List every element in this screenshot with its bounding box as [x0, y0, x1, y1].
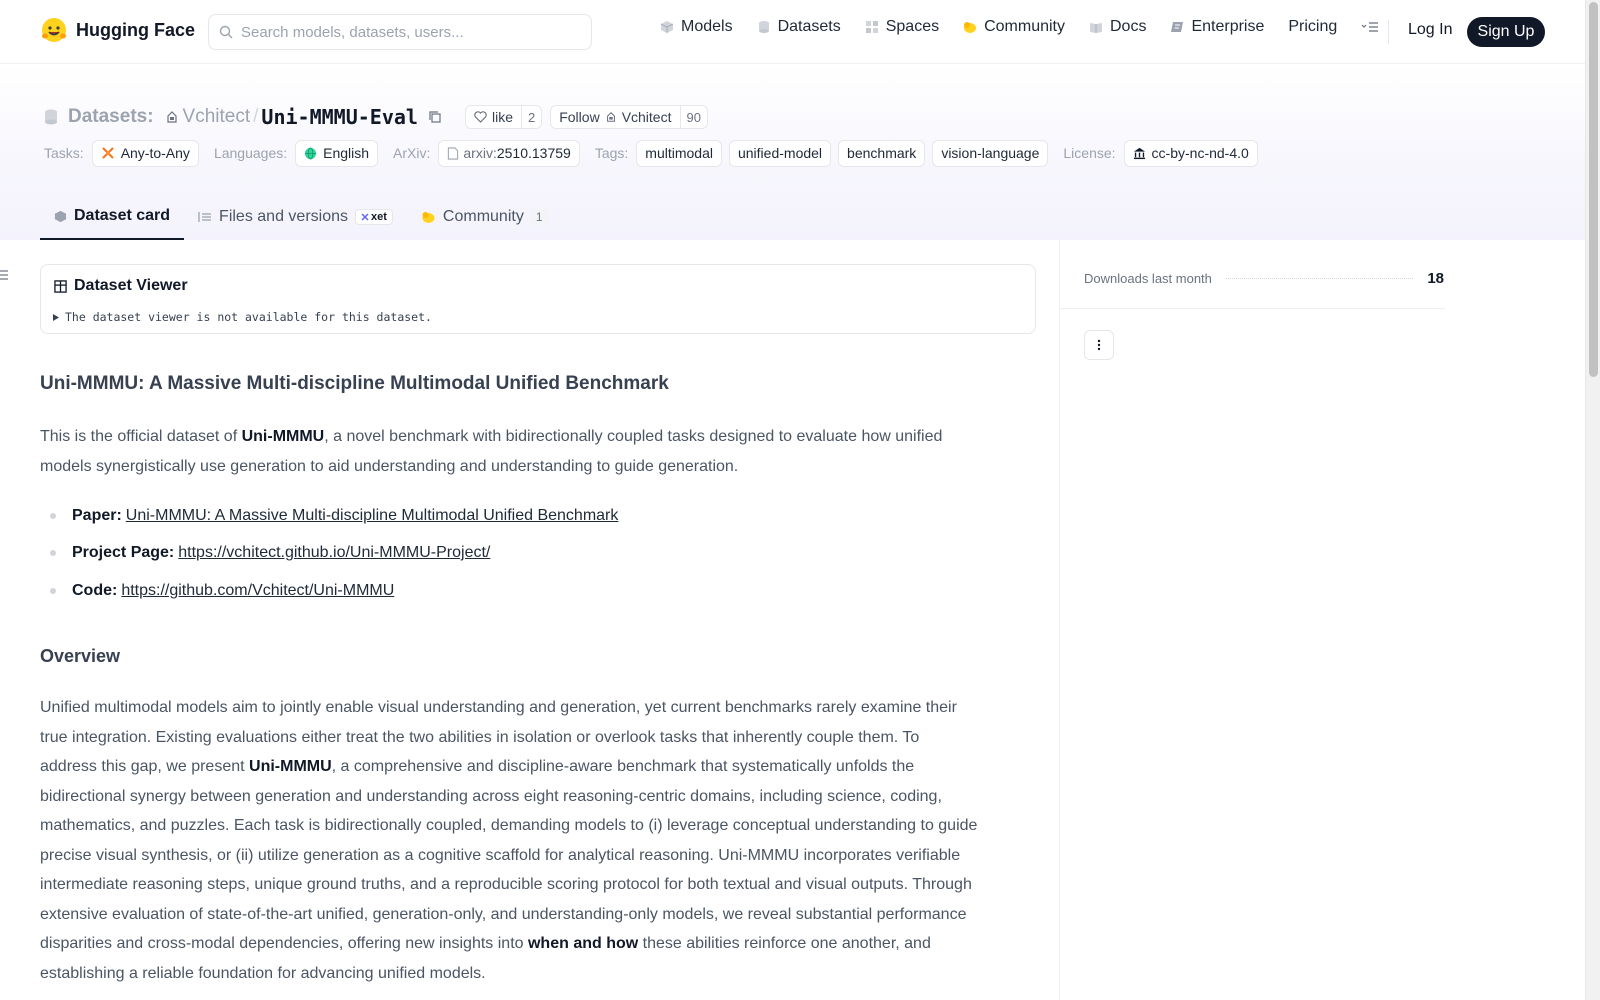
xet-badge — [355, 209, 393, 225]
nav-datasets-label: Datasets — [777, 18, 841, 35]
metadata-row — [44, 139, 1265, 167]
datasets-breadcrumb[interactable]: Datasets: — [68, 106, 154, 127]
languages-label: Languages: — [213, 145, 288, 161]
dataset-viewer-note[interactable] — [52, 310, 432, 324]
search-box[interactable] — [208, 14, 592, 50]
right-panel-divider — [1059, 240, 1060, 1000]
search-input[interactable] — [241, 24, 571, 41]
brand-link[interactable] — [40, 16, 195, 44]
community-count-badge: 1 — [531, 209, 548, 225]
downloads-label: Downloads last month — [1084, 270, 1212, 286]
nav-more-menu[interactable] — [1361, 21, 1379, 33]
list-item-project-page — [40, 544, 490, 562]
dataset-viewer-note-text: The dataset viewer is not available for this dataset. — [65, 310, 432, 324]
like-count: 2 — [521, 106, 541, 128]
task-chip[interactable] — [92, 140, 199, 167]
files-icon — [198, 211, 212, 223]
paper-label: Paper: — [72, 507, 122, 524]
org-avatar-icon — [605, 111, 617, 123]
list-item-code — [40, 582, 394, 600]
intro-text-2: , a novel benchmark with bidirectionally coupled tasks designed to evaluate how unified models synergistically use generation to aid understanding and understanding to guide generation. — [40, 428, 943, 475]
toc-toggle-icon[interactable] — [0, 268, 10, 282]
dotted-leader — [1226, 278, 1413, 279]
follow-label: Follow — [559, 109, 600, 125]
community-icon — [421, 210, 436, 224]
license-chip[interactable] — [1124, 140, 1258, 167]
docs-icon — [1089, 20, 1103, 34]
org-avatar-icon — [165, 110, 179, 124]
dataset-title-row — [44, 104, 708, 130]
arxiv-label: ArXiv: — [393, 145, 431, 161]
project-page-label: Project Page: — [72, 544, 175, 561]
nav-pricing[interactable] — [1288, 18, 1337, 36]
nav-pricing-label: Pricing — [1288, 18, 1338, 35]
overview-paragraph — [40, 693, 980, 988]
models-icon — [660, 20, 674, 34]
nav-enterprise[interactable] — [1170, 18, 1264, 36]
dataset-header — [0, 64, 1585, 240]
nav-community[interactable] — [963, 18, 1065, 36]
follow-button[interactable] — [550, 105, 708, 129]
page-scrollbar[interactable] — [1585, 0, 1600, 1000]
language-chip-label: English — [323, 145, 370, 161]
nav-models-label: Models — [681, 18, 733, 35]
nav-community-label: Community — [984, 18, 1065, 35]
nav-docs-label: Docs — [1110, 18, 1147, 35]
owner-name: Vchitect — [182, 106, 251, 127]
nav-separator — [1388, 20, 1389, 44]
license-chip-label: cc-by-nc-nd-4.0 — [1151, 145, 1249, 161]
tasks-label: Tasks: — [44, 145, 84, 161]
brand-name: Hugging Face — [76, 19, 196, 40]
scrollbar-thumb[interactable] — [1589, 2, 1598, 377]
copy-icon[interactable] — [428, 110, 442, 124]
bullet — [50, 513, 56, 519]
search-icon — [219, 25, 233, 39]
arxiv-prefix: arxiv: — [463, 145, 497, 161]
signup-button[interactable]: Sign Up — [1467, 17, 1545, 47]
license-icon — [1133, 147, 1146, 160]
xet-label: xet — [371, 211, 387, 223]
dataset-tabs — [40, 194, 562, 240]
tab-files-and-versions[interactable] — [184, 194, 407, 240]
top-nav — [0, 0, 1585, 64]
tag-chip-benchmark[interactable]: benchmark — [838, 140, 925, 167]
dataset-name[interactable]: Uni-MMMU-Eval — [261, 105, 418, 129]
overview-bold-1: Uni-MMMU — [249, 758, 332, 775]
intro-text-1: This is the official dataset of — [40, 428, 242, 445]
downloads-stat — [1084, 266, 1444, 290]
hugging-face-logo-icon — [40, 16, 68, 44]
follow-count: 90 — [680, 106, 707, 128]
more-options-button[interactable] — [1084, 330, 1114, 360]
nav-datasets[interactable] — [757, 18, 841, 36]
right-panel-separator — [1060, 308, 1445, 309]
downloads-value: 18 — [1427, 269, 1444, 287]
project-page-link[interactable]: https://vchitect.github.io/Uni-MMMU-Project/ — [178, 544, 491, 561]
like-label: like — [491, 109, 513, 125]
nav-spaces-label: Spaces — [885, 18, 940, 35]
spaces-icon — [865, 20, 879, 34]
like-button[interactable] — [465, 105, 542, 129]
follow-owner: Vchitect — [621, 109, 672, 125]
datasets-icon — [757, 20, 771, 34]
tab-dataset-card-label: Dataset card — [74, 207, 171, 224]
license-label: License: — [1063, 145, 1116, 161]
globe-icon — [304, 147, 317, 160]
language-chip[interactable] — [295, 140, 378, 167]
breadcrumb-slash: / — [253, 106, 259, 127]
nav-spaces[interactable] — [865, 18, 939, 36]
menu-icon — [1361, 21, 1379, 33]
code-label: Code: — [72, 582, 118, 599]
owner-link[interactable] — [165, 106, 251, 128]
tag-chip-unified-model[interactable]: unified-model — [729, 140, 831, 167]
task-chip-label: Any-to-Any — [120, 145, 190, 161]
any-to-any-icon — [101, 146, 115, 160]
intro-paragraph — [40, 422, 970, 481]
tab-community-label: Community — [442, 208, 524, 225]
nav-enterprise-label: Enterprise — [1191, 18, 1265, 35]
dataset-viewer-title — [54, 277, 188, 295]
code-link[interactable]: https://github.com/Vchitect/Uni-MMMU — [121, 582, 395, 599]
xet-icon — [361, 213, 369, 221]
disclosure-triangle-icon — [52, 313, 60, 322]
arxiv-chip[interactable] — [438, 140, 579, 167]
dataset-viewer-box — [40, 264, 1036, 334]
tab-community[interactable] — [407, 194, 562, 240]
card-title: Uni-MMMU: A Massive Multi-discipline Multimodal Unified Benchmark — [40, 373, 669, 394]
paper-icon — [447, 147, 459, 160]
overview-text-2: , a comprehensive and discipline-aware benchmark that systematically unfolds the bidirectional synergy between generation and understanding across eight reasoning-centric domains, including science, coding, mathematics, and puzzles. Each task is bidirectionally coupled, demanding models to (i) leverage conceptual understanding to guide precise visual synthesis, or (ii) utilize generation as a cognitive scaffold for analytical reasoning. Uni-MMMU incorporates verifiable intermediate reasoning steps, unique ground truths, and a reproducible scoring protocol for both textual and visual outputs. Through extensive evaluation of state-of-the-art unified, generation-only, and understanding-only models, we reveal substantial performance disparities and cross-modal dependencies, offering new insights into — [40, 758, 978, 952]
nav-docs[interactable] — [1089, 18, 1146, 36]
table-icon — [54, 280, 67, 293]
overview-text-3: these abilities reinforce one another, and establishing a reliable foundation for advancing unified models. — [40, 935, 931, 982]
bullet — [50, 550, 56, 556]
tags-label: Tags: — [594, 145, 629, 161]
bullet — [50, 588, 56, 594]
nav-models[interactable] — [660, 18, 733, 36]
list-item-paper — [40, 507, 618, 525]
paper-link[interactable]: Uni-MMMU: A Massive Multi-discipline Multimodal Unified Benchmark — [125, 507, 619, 524]
enterprise-icon — [1170, 20, 1184, 34]
dataset-viewer-title-text: Dataset Viewer — [74, 277, 188, 294]
tag-chip-multimodal[interactable]: multimodal — [636, 140, 722, 167]
login-link[interactable]: Log In — [1408, 21, 1453, 38]
dataset-card-icon — [54, 210, 67, 223]
community-icon — [963, 20, 977, 34]
tab-files-label: Files and versions — [219, 208, 348, 225]
tab-dataset-card[interactable] — [40, 194, 184, 240]
heart-icon — [474, 111, 487, 123]
overview-heading: Overview — [40, 646, 121, 666]
nav-links — [660, 18, 1403, 36]
vertical-dots-icon — [1097, 339, 1101, 351]
dataset-icon — [44, 109, 58, 125]
intro-bold: Uni-MMMU — [241, 428, 325, 445]
tag-chip-vision-language[interactable]: vision-language — [932, 140, 1048, 167]
overview-bold-2: when and how — [527, 935, 639, 952]
arxiv-id: 2510.13759 — [496, 145, 571, 161]
overview-text-1: Unified multimodal models aim to jointly enable visual understanding and generation, yet current benchmarks rarely examine their true integration. Existing evaluations either treat the two abilities in isolation or overlook tasks that inherently couple them. To address this gap, we present — [40, 699, 957, 775]
